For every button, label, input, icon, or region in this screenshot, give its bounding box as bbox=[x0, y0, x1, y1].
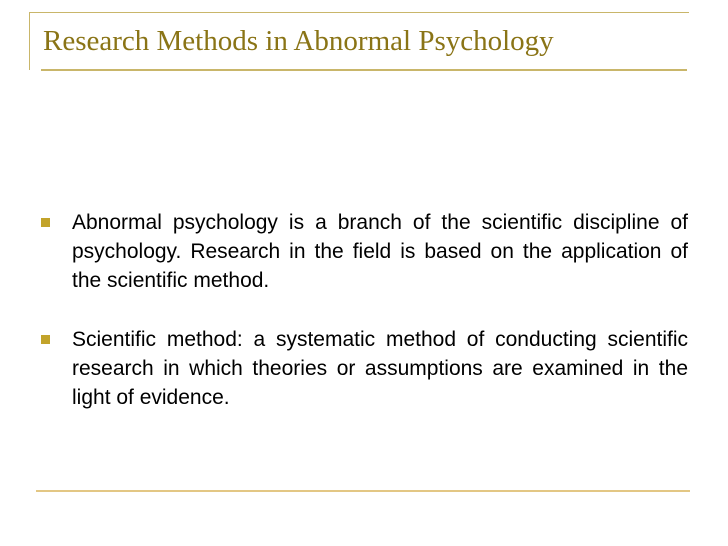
bullet-item bbox=[38, 325, 688, 412]
title-top-rule bbox=[29, 12, 689, 13]
square-bullet-icon bbox=[41, 218, 50, 227]
bullet-list bbox=[38, 208, 688, 442]
bullet-text: Abnormal psychology is a branch of the scientific discipline of psychology. Research in the field is based on the application of the scientific method. bbox=[72, 211, 688, 292]
bullet-text: Scientific method: a systematic method of conducting scientific research in which theories or assumptions are examined in the light of evidence. bbox=[72, 328, 688, 409]
bullet-item bbox=[38, 208, 688, 295]
slide-title: Research Methods in Abnormal Psychology bbox=[43, 25, 554, 57]
title-bottom-rule bbox=[41, 69, 687, 71]
square-bullet-icon bbox=[41, 335, 50, 344]
title-left-rule bbox=[29, 12, 30, 70]
footer-rule bbox=[36, 490, 690, 492]
